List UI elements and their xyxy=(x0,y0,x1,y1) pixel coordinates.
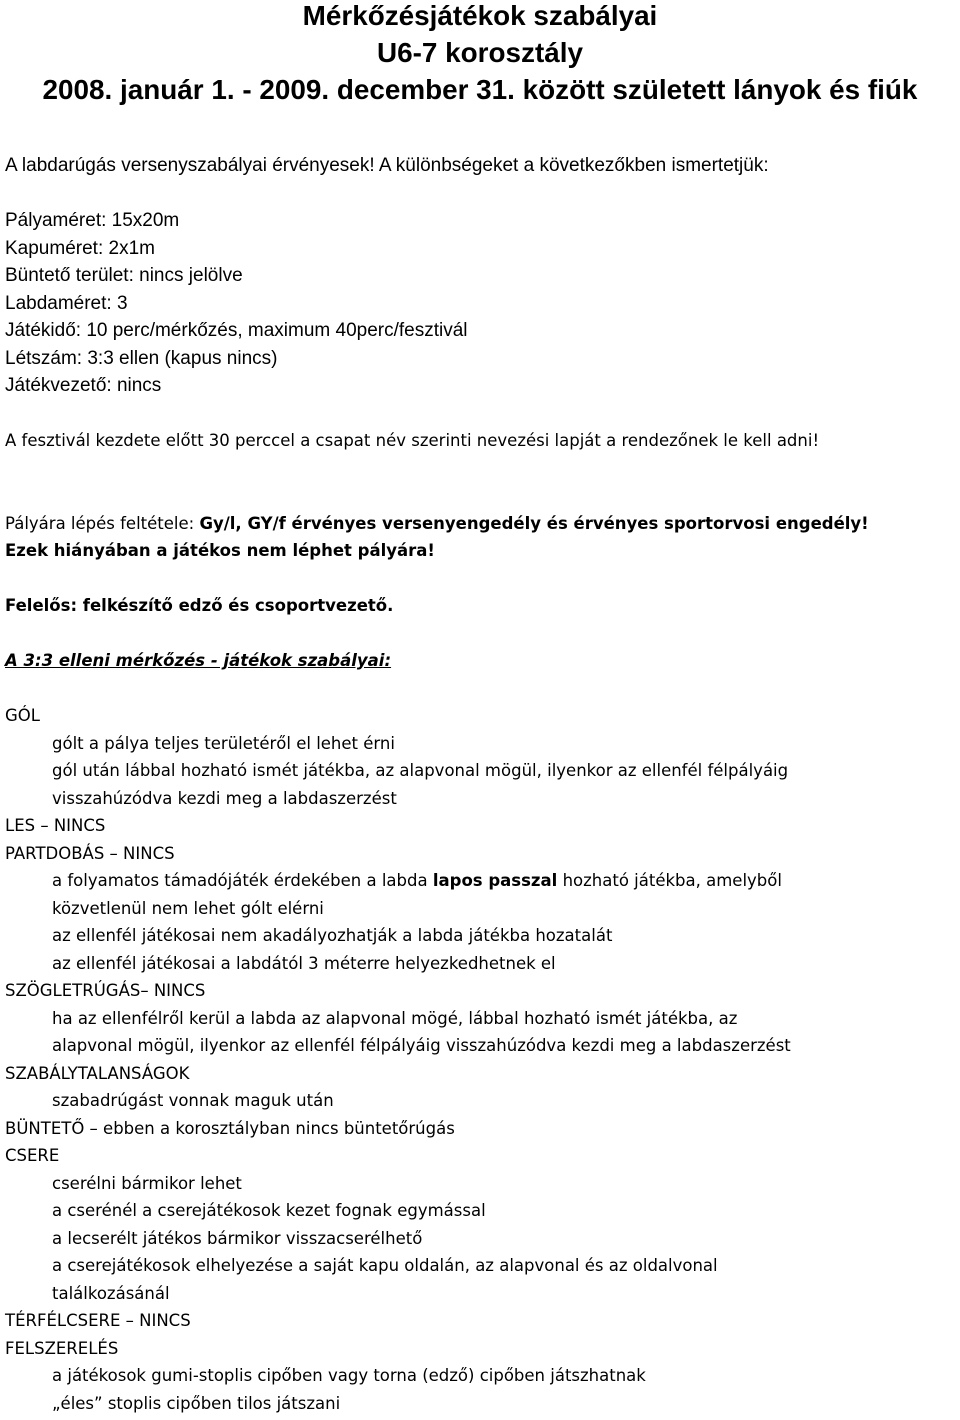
intro-text: A labdarúgás versenyszabályai érvényesek! A különbségeket a következőkben ismertetjük: xyxy=(5,155,769,176)
gol-rule: visszahúzódva kezdi meg a labdaszerzést xyxy=(52,789,397,808)
partdobas-heading: PARTDOBÁS – NINCS xyxy=(5,844,175,863)
eligibility-line xyxy=(5,513,869,535)
age-group-title: U6-7 korosztály xyxy=(377,37,583,68)
gol-rule: gól után lábbal hozható ismét játékba, az alapvonal mögül, ilyenkor az ellenfél félpályáig xyxy=(52,761,789,780)
eligibility-prefix: Pályára lépés feltétele: xyxy=(5,514,200,533)
felszereles-heading: FELSZERELÉS xyxy=(5,1339,119,1358)
eligibility-warning: Ezek hiányában a játékos nem léphet pályára! xyxy=(5,541,435,560)
rules-heading: A 3:3 elleni mérkőzés - játékok szabályai: xyxy=(5,651,392,670)
csere-rule: cserélni bármikor lehet xyxy=(52,1174,242,1193)
partdobas-rule-text: a folyamatos támadójáték érdekében a labda xyxy=(52,871,433,890)
spec-field-size: Pályaméret: 15x20m xyxy=(5,210,180,231)
csere-heading: CSERE xyxy=(5,1146,60,1165)
csere-rule: a cserejátékosok elhelyezése a saját kapu oldalán, az alapvonal és az oldalvonal xyxy=(52,1256,718,1275)
felszereles-rule: „éles” stoplis cipőben tilos játszani xyxy=(52,1394,341,1413)
spec-game-time: Játékidő: 10 perc/mérkőzés, maximum 40perc/fesztivál xyxy=(5,320,468,341)
responsible-line: Felelős: felkészítő edző és csoportvezető. xyxy=(5,596,394,615)
partdobas-rule: közvetlenül nem lehet gólt elérni xyxy=(52,899,324,918)
felszereles-rule: a játékosok gumi-stoplis cipőben vagy torna (edző) cipőben játszhatnak xyxy=(52,1366,646,1385)
szoglet-rule: alapvonal mögül, ilyenkor az ellenfél félpályáig visszahúzódva kezdi meg a labdaszerzést xyxy=(52,1036,791,1055)
birth-range-title: 2008. január 1. - 2009. december 31. között született lányok és fiúk xyxy=(42,74,918,105)
partdobas-rule xyxy=(52,870,782,892)
spec-ball-size: Labdaméret: 3 xyxy=(5,293,128,314)
partdobas-rule-text: hozható játékba, amelyből xyxy=(557,871,782,890)
terfelcsere-heading: TÉRFÉLCSERE – NINCS xyxy=(5,1311,191,1330)
szabalytalansagok-rule: szabadrúgást vonnak maguk után xyxy=(52,1091,334,1110)
partdobas-rule-emphasis: lapos passzal xyxy=(432,871,558,890)
csere-rule: a cserénél a cserejátékosok kezet fognak egymással xyxy=(52,1201,486,1220)
csere-rule: a lecserélt játékos bármikor visszacserélhető xyxy=(52,1229,423,1248)
spec-goal-size: Kapuméret: 2x1m xyxy=(5,238,155,259)
spec-penalty-area: Büntető terület: nincs jelölve xyxy=(5,265,243,286)
szoglet-rule: ha az ellenfélről kerül a labda az alapvonal mögé, lábbal hozható ismét játékba, az xyxy=(52,1009,738,1028)
spec-referee: Játékvezető: nincs xyxy=(5,375,162,396)
les-heading: LES – NINCS xyxy=(5,816,106,835)
szoglet-heading: SZÖGLETRÚGÁS– NINCS xyxy=(5,981,206,1000)
spec-player-count: Létszám: 3:3 ellen (kapus nincs) xyxy=(5,348,278,369)
registration-note: A fesztivál kezdete előtt 30 perccel a csapat név szerinti nevezési lapját a rendezőnek le kell adni! xyxy=(5,431,820,450)
csere-rule: találkozásánál xyxy=(52,1284,170,1303)
partdobas-rule: az ellenfél játékosai a labdától 3 méterre helyezkedhetnek el xyxy=(52,954,556,973)
partdobas-rule: az ellenfél játékosai nem akadályozhatják a labda játékba hozatalát xyxy=(52,926,613,945)
eligibility-requirement: Gy/l, GY/f érvényes versenyengedély és érvényes sportorvosi engedély! xyxy=(199,514,869,533)
gol-rule: gólt a pálya teljes területéről el lehet érni xyxy=(52,734,395,753)
szabalytalansagok-heading: SZABÁLYTALANSÁGOK xyxy=(5,1064,190,1083)
gol-heading: GÓL xyxy=(5,706,40,725)
document-title: Mérkőzésjátékok szabályai xyxy=(302,0,658,31)
buntet-heading: BÜNTETŐ – ebben a korosztályban nincs büntetőrúgás xyxy=(5,1119,455,1138)
